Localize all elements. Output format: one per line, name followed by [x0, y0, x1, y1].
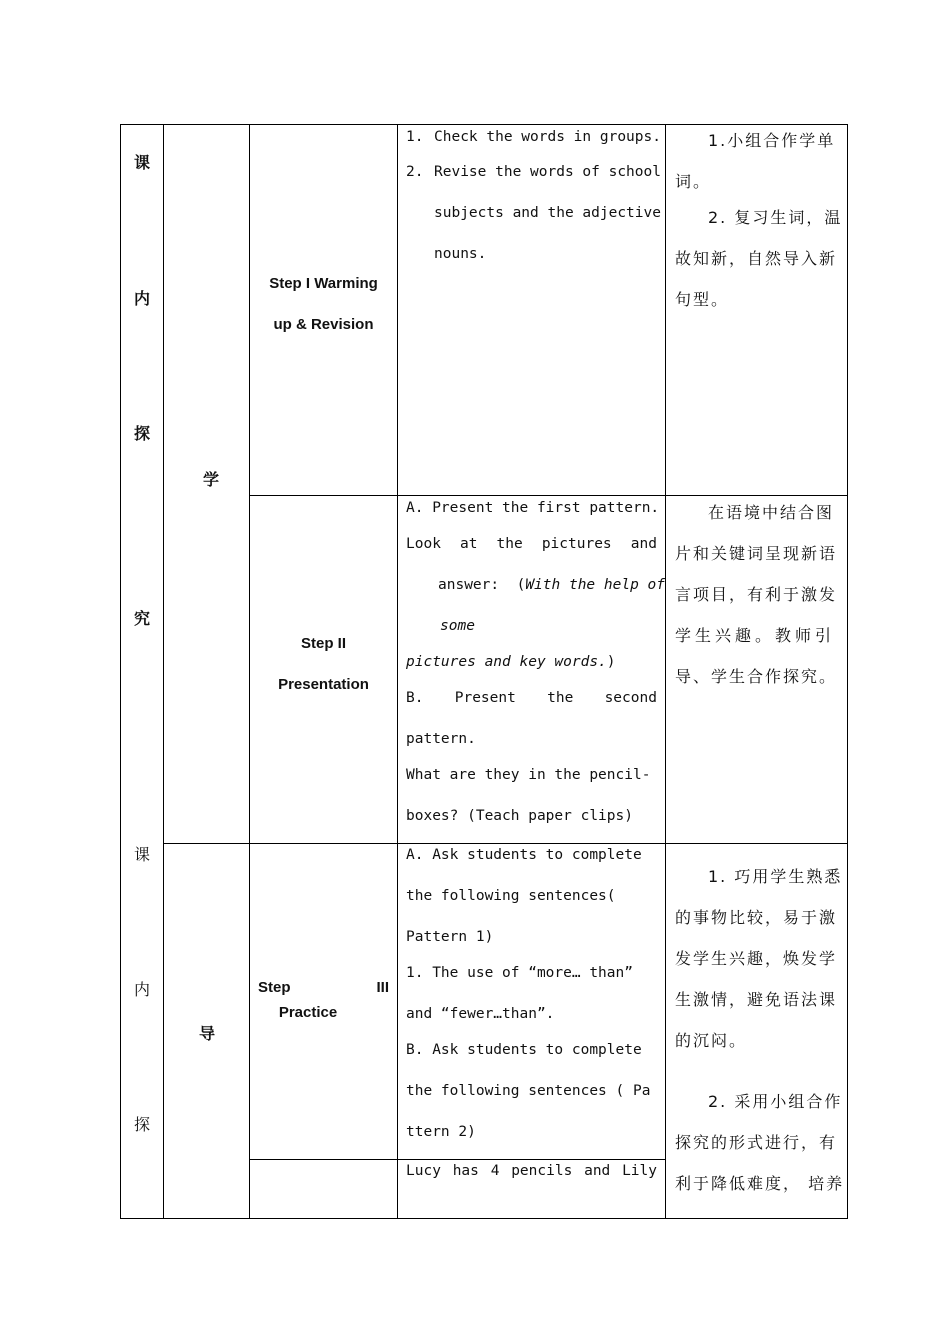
note-text: 利于降低难度， 培养 [675, 1174, 845, 1193]
note-text: 学生兴趣。教师引 [675, 626, 836, 645]
italic-text: some [440, 618, 475, 634]
note-text: 的沉闷。 [675, 1031, 748, 1050]
step-1-line: Step I Warming [269, 275, 378, 292]
note-text: 2. 采用小组合作 [708, 1092, 843, 1111]
note-text: 2. 复习生词，温 [708, 208, 843, 227]
activity-text: 1. The use of “more… than” [406, 965, 633, 981]
section-char: 内 [133, 980, 150, 999]
note-text: 词。 [675, 172, 712, 191]
note-text: 言项目，有利于激发 [675, 585, 838, 604]
activity-text: the following sentences ( Pa [406, 1083, 651, 1099]
note-text: 故知新，自然导入新 [675, 249, 838, 268]
activity-text: A. Present the first pattern. [406, 500, 660, 516]
activity-text: and “fewer…than”. [406, 1006, 555, 1022]
activity-text: pattern. [406, 731, 476, 747]
guide-label: 导 [198, 1024, 215, 1043]
section-char: 课 [133, 845, 150, 864]
word: the [496, 536, 523, 552]
row-divider-2 [163, 843, 848, 844]
activity-text: boxes? (Teach paper clips) [406, 808, 633, 824]
section-char: 究 [133, 609, 150, 628]
row-divider-1 [249, 495, 848, 496]
section-char: 探 [133, 424, 150, 443]
activity-text: Check the words in groups. [434, 129, 661, 145]
activity-text [438, 577, 665, 593]
text-span: answer: ( [438, 577, 526, 593]
step-1-title [250, 263, 397, 345]
word: Lucy [406, 1163, 441, 1179]
activity-text: Revise the words of school [434, 164, 661, 180]
activity-text [406, 654, 616, 670]
activity-text: ttern 2) [406, 1124, 476, 1140]
note-text: 生激情，避免语法课 [675, 990, 838, 1009]
activities-row-4 [406, 1163, 657, 1179]
word: 4 [490, 1163, 500, 1179]
activity-text: the following sentences( [406, 888, 616, 904]
text-span: ) [606, 654, 616, 670]
activity-text: nouns. [434, 246, 487, 262]
column-divider-4 [665, 124, 666, 1219]
word: second [604, 690, 657, 706]
step-3-word: III [376, 979, 389, 996]
word: and [584, 1163, 611, 1179]
note-text: 1. 巧用学生熟悉 [708, 867, 843, 886]
note-text: 探究的形式进行，有 [675, 1133, 838, 1152]
step-3-word: Step [258, 979, 291, 996]
word: Lily [622, 1163, 657, 1179]
step-2-line: Presentation [278, 676, 369, 693]
note-text: 1.小组合作学单 [708, 131, 836, 150]
note-text: 在语境中结合图 [708, 503, 835, 522]
note-text: 句型。 [675, 290, 730, 309]
column-divider-3 [397, 124, 398, 1219]
word: B. [406, 690, 424, 706]
list-number: 2. [406, 164, 424, 180]
word: the [547, 690, 574, 706]
activity-text [406, 690, 657, 706]
step-2-title [250, 623, 397, 705]
step-3-line: Practice [278, 1004, 338, 1021]
word: pencils [511, 1163, 573, 1179]
section-char: 课 [133, 153, 150, 172]
activity-text: B. Ask students to complete [406, 1042, 642, 1058]
activity-text [406, 536, 657, 552]
column-divider-1 [163, 124, 164, 1219]
note-text: 导、学生合作探究。 [675, 667, 838, 686]
word: has [452, 1163, 479, 1179]
section-char: 内 [133, 289, 150, 308]
table-bottom-border [120, 1218, 848, 1219]
section-char: 探 [133, 1115, 150, 1134]
word: Present [454, 690, 516, 706]
table-top-border [120, 124, 848, 125]
italic-text: pictures and key words. [406, 654, 607, 670]
activity-text: A. Ask students to complete [406, 847, 642, 863]
learn-label: 学 [202, 470, 219, 489]
word: Look [406, 536, 441, 552]
note-text: 片和关键词呈现新语 [675, 544, 838, 563]
table-right-border [847, 124, 848, 1219]
italic-text: With the help of [525, 577, 665, 593]
activity-text: Pattern 1) [406, 929, 494, 945]
activity-text: subjects and the adjective [434, 205, 661, 221]
step-1-line: up & Revision [273, 316, 374, 333]
note-text: 发学生兴趣，焕发学 [675, 949, 838, 968]
step-3-line [258, 979, 389, 996]
list-number: 1. [406, 129, 424, 145]
word: and [630, 536, 657, 552]
step-2-line: Step II [300, 635, 346, 652]
note-text: 的事物比较，易于激 [675, 908, 838, 927]
word: pictures [541, 536, 612, 552]
activity-text: What are they in the pencil- [406, 767, 651, 783]
word: at [460, 536, 478, 552]
row-divider-3 [249, 1159, 666, 1160]
